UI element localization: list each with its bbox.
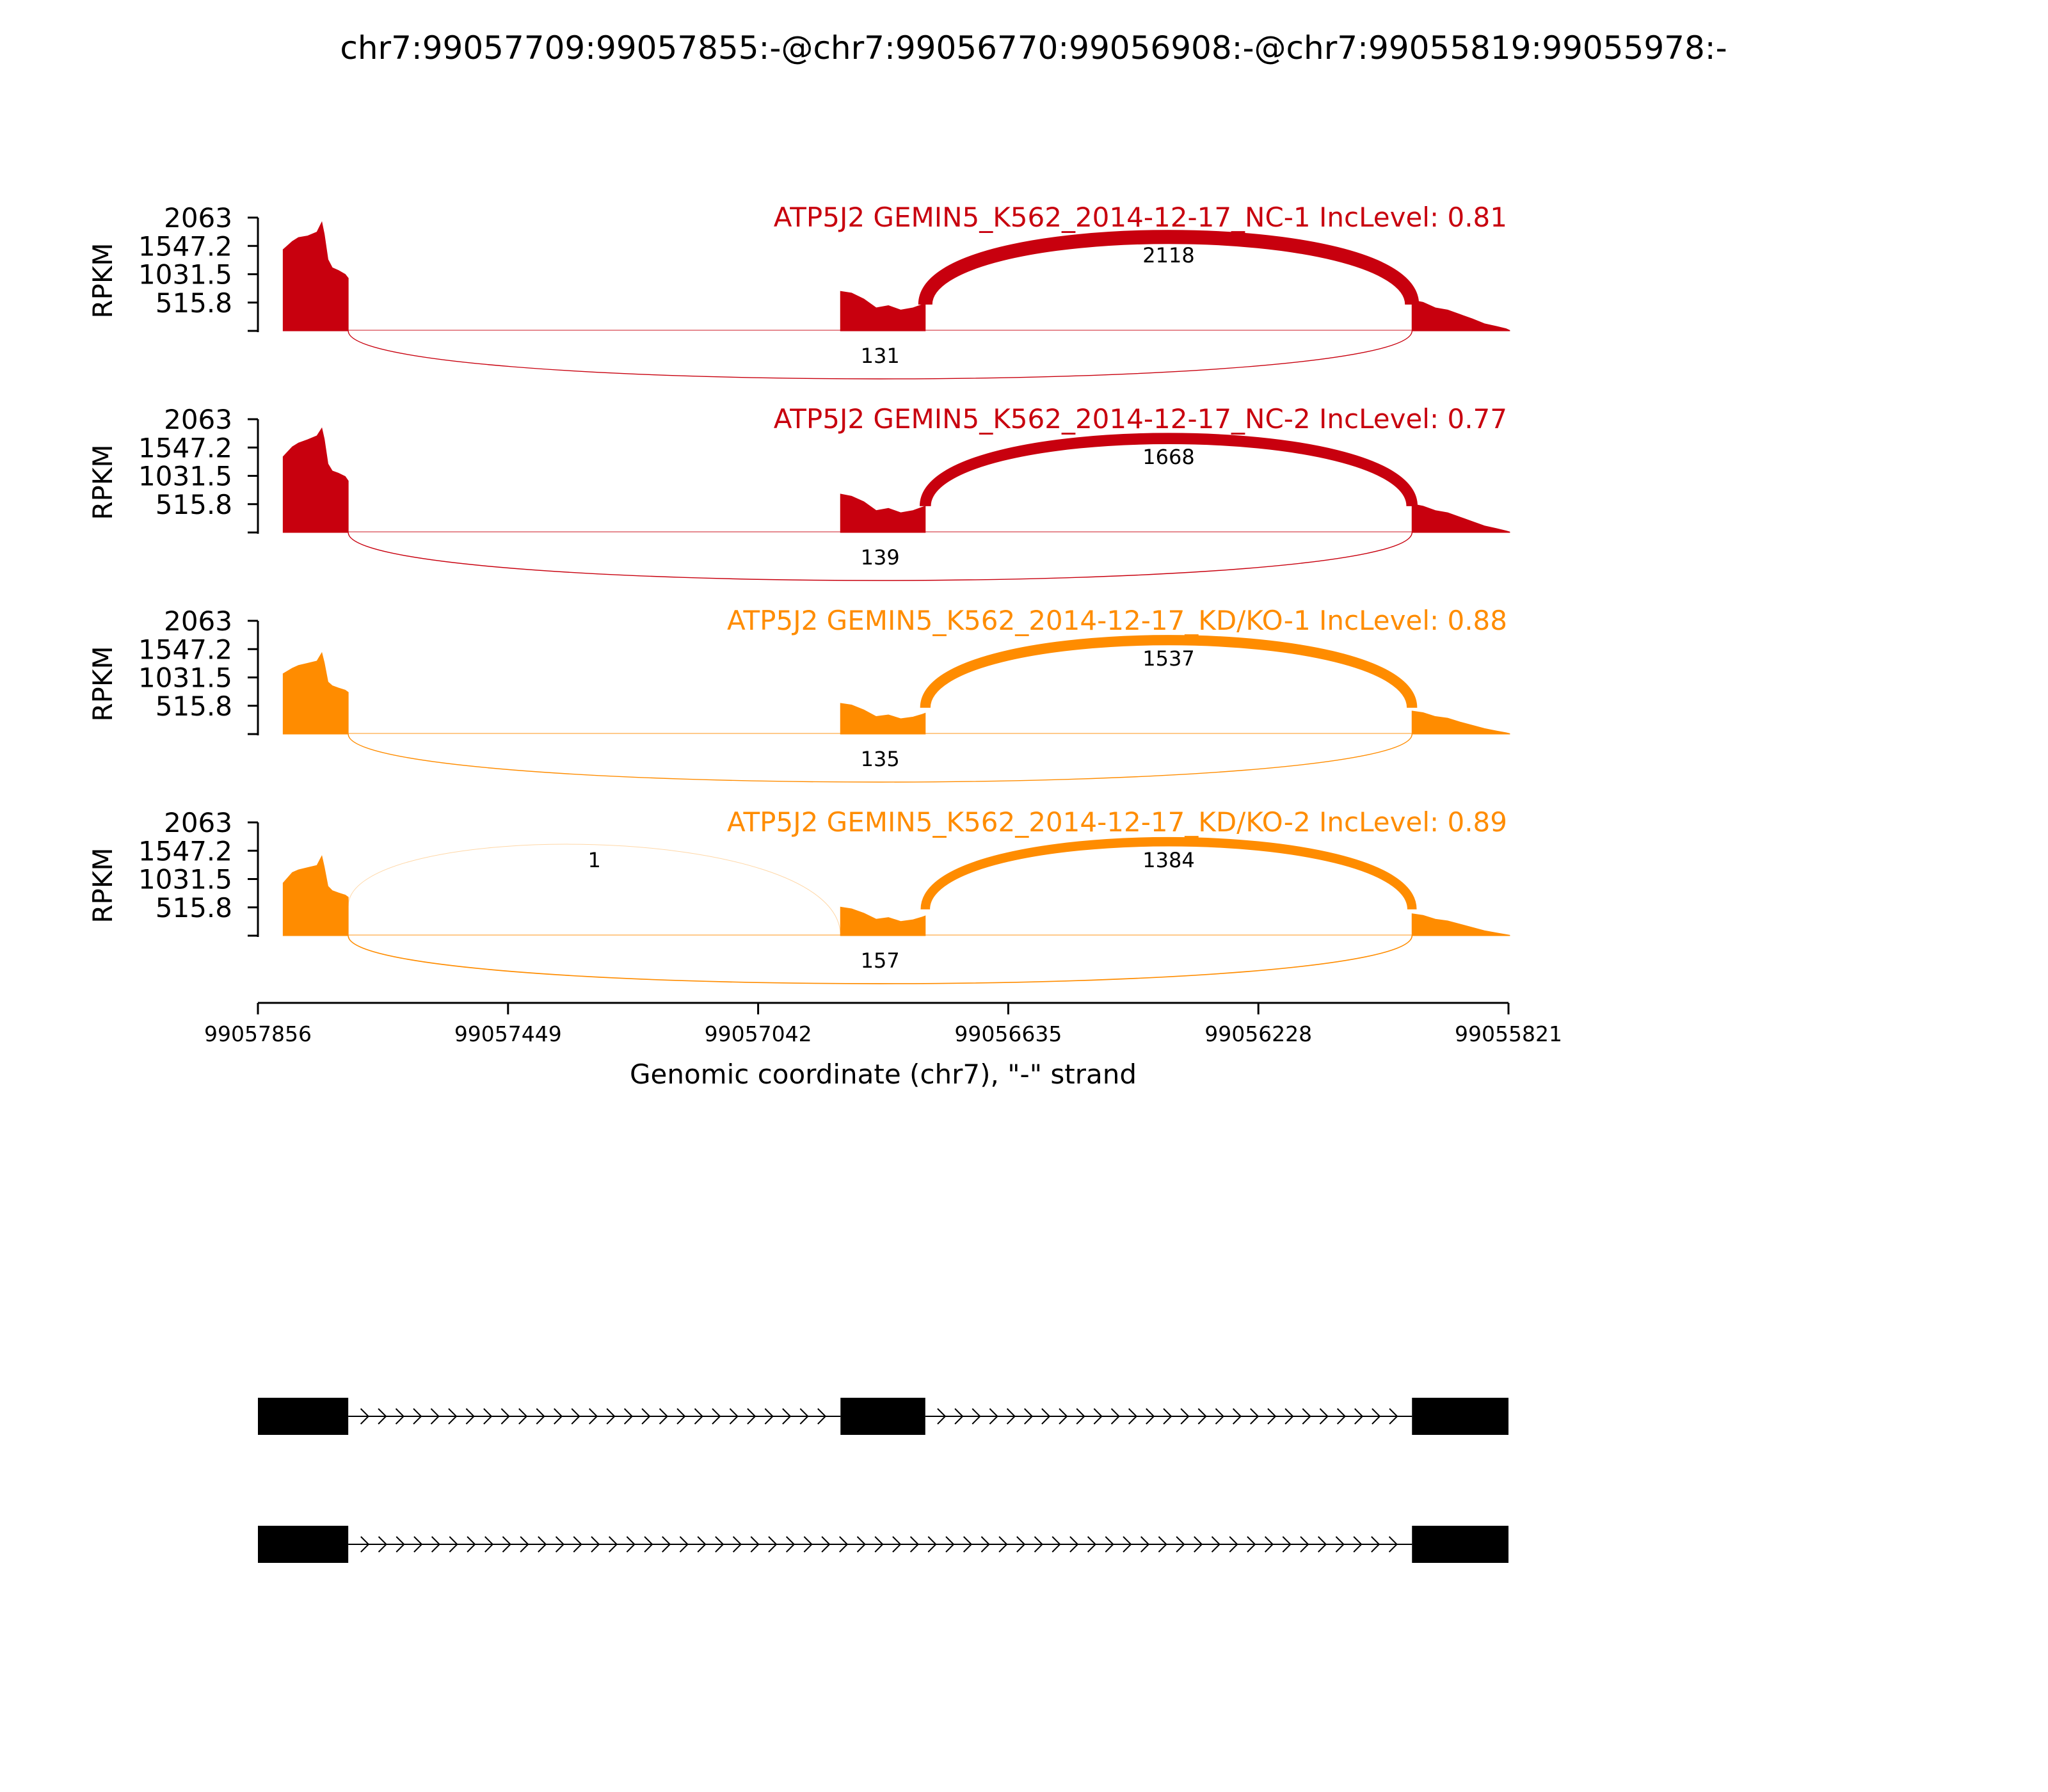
x-tick-label: 99057856 (204, 1021, 312, 1046)
tracks-layer (87, 202, 1510, 984)
y-axis-label: RPKM (87, 243, 118, 319)
junction-count: 1384 (1142, 848, 1195, 872)
coverage-area (1412, 711, 1510, 734)
track-panel (87, 605, 1510, 782)
track-panel (87, 806, 1510, 984)
junction-count: 135 (860, 747, 900, 771)
plot-title: chr7:99057709:99057855:-@chr7:99056770:99056908:-@chr7:99055819:99055978:- (340, 29, 1727, 67)
y-tick-label: 1031.5 (138, 460, 232, 492)
track-label: ATP5J2 GEMIN5_K562_2014-12-17_KD/KO-2 IncLevel: 0.89 (727, 806, 1507, 838)
coverage-area (283, 428, 348, 532)
junction-count: 1668 (1142, 445, 1195, 469)
coverage-area (1412, 504, 1510, 532)
track-label: ATP5J2 GEMIN5_K562_2014-12-17_NC-1 IncLevel: 0.81 (773, 202, 1507, 233)
isoform-model (258, 1398, 1508, 1435)
coverage-area (283, 653, 348, 734)
y-tick-label: 1031.5 (138, 863, 232, 895)
y-tick-label: 515.8 (155, 690, 232, 722)
track-label: ATP5J2 GEMIN5_K562_2014-12-17_KD/KO-1 IncLevel: 0.88 (727, 605, 1507, 636)
y-axis-label: RPKM (87, 444, 118, 520)
coverage-area (840, 907, 925, 936)
x-tick-label: 99056228 (1204, 1021, 1313, 1046)
y-tick-label: 1547.2 (138, 432, 232, 464)
y-axis-label: RPKM (87, 646, 118, 722)
coverage-area (283, 222, 348, 331)
junction-count: 1537 (1142, 646, 1195, 671)
x-tick-label: 99057042 (704, 1021, 812, 1046)
exon-block (1412, 1398, 1508, 1435)
track-panel (87, 403, 1510, 580)
coverage-area (283, 856, 348, 936)
junction-count: 157 (860, 948, 900, 973)
y-tick-label: 1547.2 (138, 230, 232, 262)
genomic-axis (204, 1003, 1562, 1046)
exon-block (1412, 1526, 1508, 1563)
y-tick-label: 1031.5 (138, 662, 232, 694)
x-tick-label: 99057449 (454, 1021, 562, 1046)
coverage-area (1412, 300, 1510, 331)
junction-count: 2118 (1142, 243, 1195, 268)
exon-block (840, 1398, 925, 1435)
y-tick-label: 515.8 (155, 488, 232, 520)
coverage-area (1412, 914, 1510, 936)
junction-count: 139 (860, 545, 900, 570)
y-tick-label: 2063 (164, 605, 232, 637)
y-axis-label: RPKM (87, 847, 118, 924)
coverage-area (840, 703, 925, 734)
isoform-models (258, 1398, 1508, 1563)
y-tick-label: 515.8 (155, 287, 232, 319)
x-tick-label: 99055821 (1455, 1021, 1562, 1046)
coverage-area (840, 291, 925, 331)
y-tick-label: 515.8 (155, 892, 232, 924)
track-panel (87, 202, 1510, 379)
exon-block (258, 1526, 348, 1563)
track-label: ATP5J2 GEMIN5_K562_2014-12-17_NC-2 IncLevel: 0.77 (773, 403, 1507, 435)
y-tick-label: 2063 (164, 404, 232, 435)
y-tick-label: 2063 (164, 807, 232, 838)
y-tick-label: 1547.2 (138, 634, 232, 666)
junction-count: 1 (588, 848, 601, 872)
x-tick-label: 99056635 (954, 1021, 1062, 1046)
y-tick-label: 1031.5 (138, 259, 232, 291)
junction-count: 131 (860, 344, 900, 368)
x-axis-label: Genomic coordinate (chr7), "-" strand (629, 1059, 1137, 1090)
isoform-model (258, 1526, 1508, 1563)
coverage-area (840, 494, 925, 532)
y-tick-label: 2063 (164, 202, 232, 234)
y-tick-label: 1547.2 (138, 835, 232, 867)
exon-block (258, 1398, 348, 1435)
